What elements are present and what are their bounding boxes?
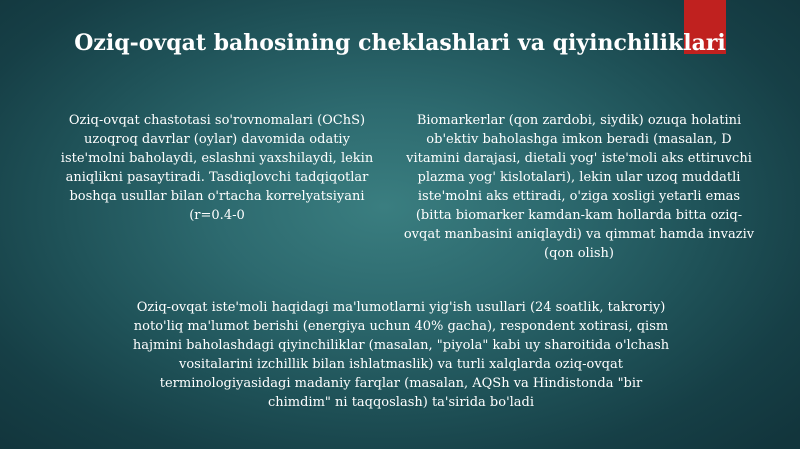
text-block-biomarkers: Biomarkerlar (qon zardobi, siydik) ozuqa holatini ob'ektiv baholashga imkon beradi (masalan, D vitamini darajasi, dietali yog' iste'moli aks ettiruvchi plazma yog' kislotalari), lekin ular uzoq muddatli iste'molni aks ettiradi, o'ziga xosligi yetarli emas (bitta biomarker kamdan-kam hollarda bitta oziq-ovqat manbasini aniqlaydi) va qimmat hamda invaziv (qon olish) — [403, 113, 755, 261]
text-block-food-frequency: Oziq-ovqat chastotasi so'rovnomalari (OChS) uzoqroq davrlar (oylar) davomida odatiy iste'molni baholaydi, eslashni yaxshilaydi, lekin aniqlikni pasaytiradi. Tasdiqlovchi tadqiqotlar boshqa usullar bilan o'rtacha korrelyatsiyani (r=0.4-0 — [60, 113, 374, 223]
slide-title: Oziq-ovqat bahosining cheklashlari va qiyinchiliklari — [74, 30, 726, 56]
text-block-intake-methods: Oziq-ovqat iste'moli haqidagi ma'lumotlarni yig'ish usullari (24 soatlik, takroriy) noto'liq ma'lumot berishi (energiya uchun 40% gacha), respondent xotirasi, qism hajmini baholashdagi qiyinchiliklar (masalan, "piyola" kabi uy sharoitida o'lchash vositalarini izchillik bilan ishlatmaslik) va turli xalqlarda oziq-ovqat terminologiyasidagi madaniy farqlar (masalan, AQSh va Hindistonda "bir chimdim" ni taqqoslash) ta'sirida bo'ladi — [132, 300, 670, 410]
